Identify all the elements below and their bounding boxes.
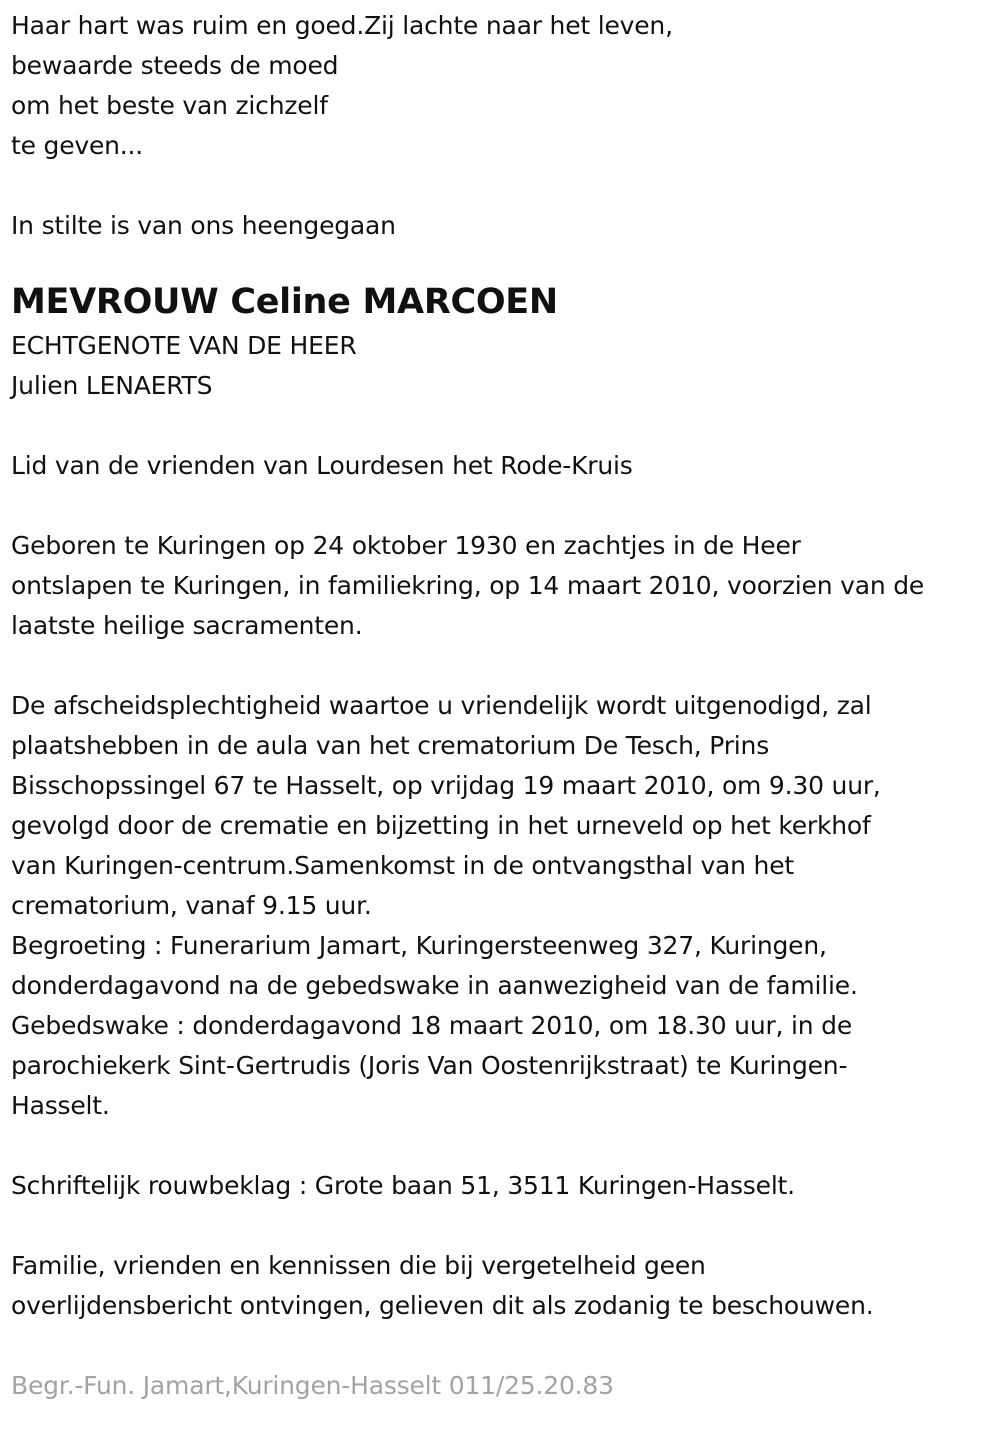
paragraph-line: gevolgd door de crematie en bijzetting in het urneveld op het kerkhof <box>11 811 871 840</box>
spouse-line: ECHTGENOTE VAN DE HEER <box>11 331 357 360</box>
paragraph-line: plaatshebben in de aula van het crematorium De Tesch, Prins <box>11 731 770 760</box>
intro-text: In stilte is van ons heengegaan <box>11 211 396 240</box>
spacer <box>11 166 996 206</box>
birth-death-paragraph <box>11 526 996 646</box>
paragraph-line: crematorium, vanaf 9.15 uur. <box>11 891 372 920</box>
paragraph-line: Geboren te Kuringen op 24 oktober 1930 en zachtjes in de Heer <box>11 531 801 560</box>
poem-line: Haar hart was ruim en goed.Zij lachte naar het leven, <box>11 11 673 40</box>
ceremony-paragraph <box>11 686 996 1126</box>
deceased-name: MEVROUW Celine MARCOEN <box>11 282 558 322</box>
paragraph-line: Begroeting : Funerarium Jamart, Kuringersteenweg 327, Kuringen, <box>11 931 827 960</box>
paragraph-line: Hasselt. <box>11 1091 110 1120</box>
paragraph-line: overlijdensbericht ontvingen, gelieven dit als zodanig te beschouwen. <box>11 1291 874 1320</box>
condolence-address: Schriftelijk rouwbeklag : Grote baan 51, 3511 Kuringen-Hasselt. <box>11 1171 795 1200</box>
funeral-home-footer: Begr.-Fun. Jamart,Kuringen-Hasselt 011/25.20.83 <box>11 1371 614 1400</box>
closing-paragraph <box>11 1246 996 1326</box>
paragraph-line: Gebedswake : donderdagavond 18 maart 2010, om 18.30 uur, in de <box>11 1011 853 1040</box>
poem-line: bewaarde steeds de moed <box>11 51 339 80</box>
death-notice <box>11 6 996 1406</box>
paragraph-line: De afscheidsplechtigheid waartoe u vriendelijk wordt uitgenodigd, zal <box>11 691 872 720</box>
spacer <box>11 486 996 526</box>
paragraph-line: van Kuringen-centrum.Samenkomst in de ontvangsthal van het <box>11 851 794 880</box>
spouse-block <box>11 326 996 406</box>
paragraph-line: ontslapen te Kuringen, in familiekring, op 14 maart 2010, voorzien van de <box>11 571 925 600</box>
spacer <box>11 1126 996 1166</box>
spacer <box>11 406 996 446</box>
paragraph-line: parochiekerk Sint-Gertrudis (Joris Van Oostenrijkstraat) te Kuringen- <box>11 1051 848 1080</box>
spouse-line: Julien LENAERTS <box>11 371 213 400</box>
paragraph-line: laatste heilige sacramenten. <box>11 611 363 640</box>
spacer <box>11 646 996 686</box>
poem-line: te geven... <box>11 131 144 160</box>
poem-line: om het beste van zichzelf <box>11 91 328 120</box>
spacer <box>11 1326 996 1366</box>
paragraph-line: Bisschopssingel 67 te Hasselt, op vrijdag 19 maart 2010, om 9.30 uur, <box>11 771 881 800</box>
spacer <box>11 1206 996 1246</box>
paragraph-line: Familie, vrienden en kennissen die bij vergetelheid geen <box>11 1251 706 1280</box>
poem <box>11 6 996 166</box>
membership-text: Lid van de vrienden van Lourdesen het Rode-Kruis <box>11 451 633 480</box>
paragraph-line: donderdagavond na de gebedswake in aanwezigheid van de familie. <box>11 971 858 1000</box>
